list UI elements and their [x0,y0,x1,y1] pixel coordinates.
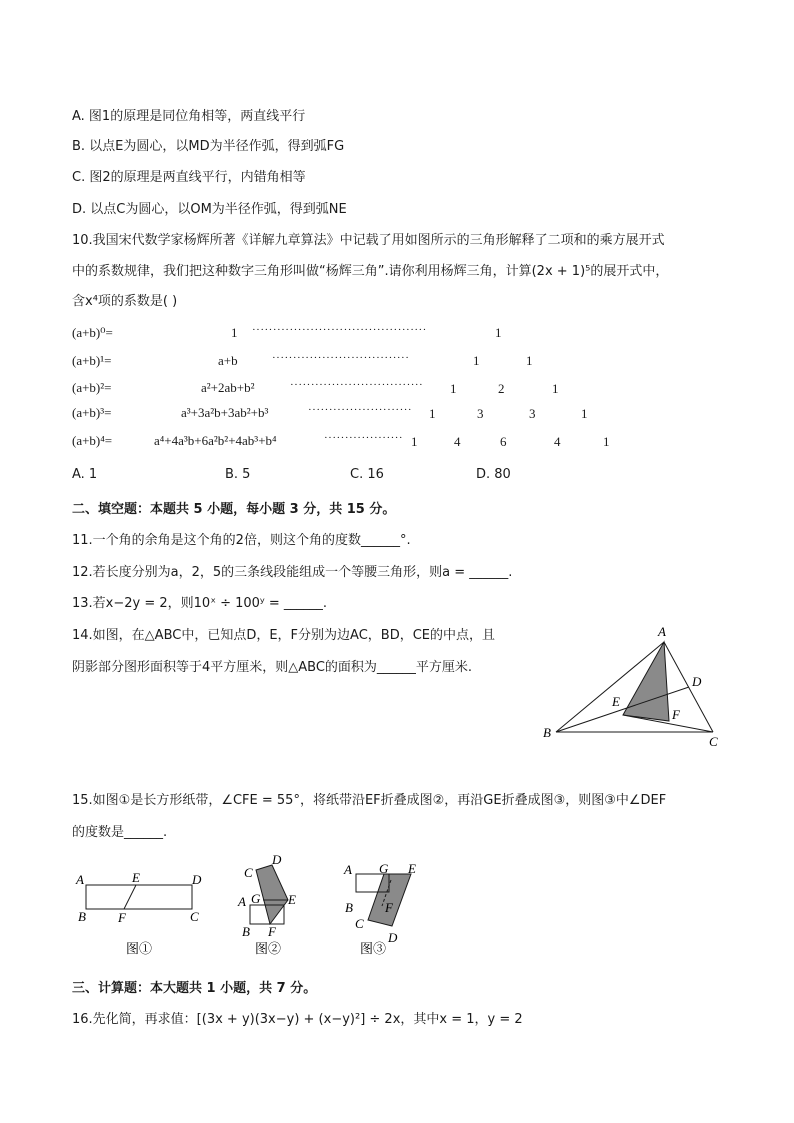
row1-expr: a+b [218,353,238,368]
fig2-label-d: D [272,852,282,867]
row4-coeff-2: 6 [500,434,507,449]
figure-3 [343,861,416,956]
q9-option-c: C. 图2的原理是两直线平行，内错角相等 [72,170,306,185]
q9-option-b: B. 以点E为圆心，以MD为半径作弧，得到弧FG [72,139,345,154]
fig1-label-a: A [76,872,84,887]
q14-line1: 14.如图，在△ABC中，已知点D，E，F分别为边AC，BD，CE的中点，且 [72,628,495,643]
row1-coeff-1: 1 [526,353,533,368]
fig1-label-e: E [132,870,140,885]
fig3-label-f: F [385,900,393,915]
fig3-label-b: B [345,900,353,915]
row4-expr: a⁴+4a³b+6a²b²+4ab³+b⁴ [154,433,277,448]
row3-left: (a+b)³= [72,405,112,420]
q9-option-a: A. 图1的原理是同位角相等，两直线平行 [72,109,306,124]
row2-left: (a+b)²= [72,380,112,395]
label-d: D [692,674,702,689]
fig3-label-g: G [379,861,389,876]
figure-2 [237,852,296,956]
q13: 13.若x−2y = 2，则10ˣ ÷ 100ʸ = ______. [72,596,328,611]
fig1-label-f: F [118,910,126,925]
fig3-label-e: E [408,861,416,876]
fig1-label-b: B [78,909,86,924]
q11: 11.一个角的余角是这个角的2倍，则这个角的度数______°. [72,533,411,548]
row4-coeff-4: 1 [603,434,610,449]
fig2-label-g: G [251,891,261,906]
row3-coeff-1: 3 [477,406,484,421]
fig3-label-a: A [344,862,352,877]
fig2-label-b: B [242,924,250,939]
row2-coeff-2: 1 [552,381,559,396]
label-f: F [672,707,680,722]
row4-coeff-0: 1 [411,434,418,449]
figure-1 [75,870,202,956]
fig1-label-d: D [192,872,202,887]
row0-dots: ·········································· [252,324,427,336]
q14-triangle-figure [535,620,735,755]
q15-figures [70,850,430,962]
row1-left: (a+b)¹= [72,353,112,368]
label-a: A [658,624,666,639]
section2-heading: 二、填空题：本题共 5 小题，每小题 3 分，共 15 分。 [72,502,396,517]
q15-line2: 的度数是______. [72,825,168,840]
q10-line3: 含x⁴项的系数是( ) [72,294,178,309]
q12: 12.若长度分别为a，2，5的三条线段能组成一个等腰三角形，则a = ______. [72,565,513,580]
fig2-label-c: C [244,865,253,880]
q10-option-a: A. 1 [72,467,98,482]
row2-expr: a²+2ab+b² [201,380,255,395]
row4-dots: ··················· [324,432,404,444]
row4-coeff-1: 4 [454,434,461,449]
row2-dots: ································ [290,379,424,391]
q16: 16.先化简，再求值：[(3x + y)(3x−y) + (x−y)²] ÷ 2x，其中x = 1，y = 2 [72,1012,523,1027]
row3-coeff-0: 1 [429,406,436,421]
fig3-label-c: C [355,916,364,931]
row3-coeff-2: 3 [529,406,536,421]
fig1-caption: 图① [126,941,153,956]
fig2-label-f: F [268,924,276,939]
fig2-label-a: A [238,894,246,909]
row3-dots: ························· [308,404,413,416]
q10-option-b: B. 5 [225,467,251,482]
row4-coeff-3: 4 [554,434,561,449]
row0-coeff: 1 [495,325,502,340]
label-e: E [612,694,620,709]
row3-coeff-3: 1 [581,406,588,421]
row0-left: (a+b)⁰= [72,325,113,340]
q15-line1: 15.如图①是长方形纸带，∠CFE = 55°，将纸带沿EF折叠成图②，再沿GE折叠成图③，则图③中∠DEF [72,793,667,808]
q10-line2: 中的系数规律，我们把这种数字三角形叫做“杨辉三角”.请你利用杨辉三角，计算(2x + 1)⁵的展开式中， [72,264,669,279]
section3-heading: 三、计算题：本大题共 1 小题，共 7 分。 [72,981,317,996]
fig2-caption: 图② [255,941,282,956]
q9-option-d: D. 以点C为圆心，以OM为半径作弧，得到弧NE [72,202,347,217]
label-b: B [543,725,551,740]
row0-expr: 1 [231,325,238,340]
fig3-caption: 图③ [360,941,387,956]
q10-option-d: D. 80 [476,467,511,482]
row2-coeff-0: 1 [450,381,457,396]
shaded-triangle [623,642,669,721]
q10-line1: 10.我国宋代数学家杨辉所著《详解九章算法》中记载了用如图所示的三角形解释了二项和的乘方展开式 [72,233,665,248]
row1-dots: ································· [272,352,410,364]
row1-coeff-0: 1 [473,353,480,368]
row4-left: (a+b)⁴= [72,433,113,448]
fig2-label-e: E [288,892,296,907]
fig3-label-d: D [388,930,398,945]
q14-line2: 阴影部分图形面积等于4平方厘米，则△ABC的面积为______平方厘米. [72,660,473,675]
label-c: C [709,734,718,749]
row3-expr: a³+3a²b+3ab²+b³ [181,405,269,420]
q10-option-c: C. 16 [350,467,384,482]
fig1-label-c: C [190,909,199,924]
row2-coeff-1: 2 [498,381,505,396]
